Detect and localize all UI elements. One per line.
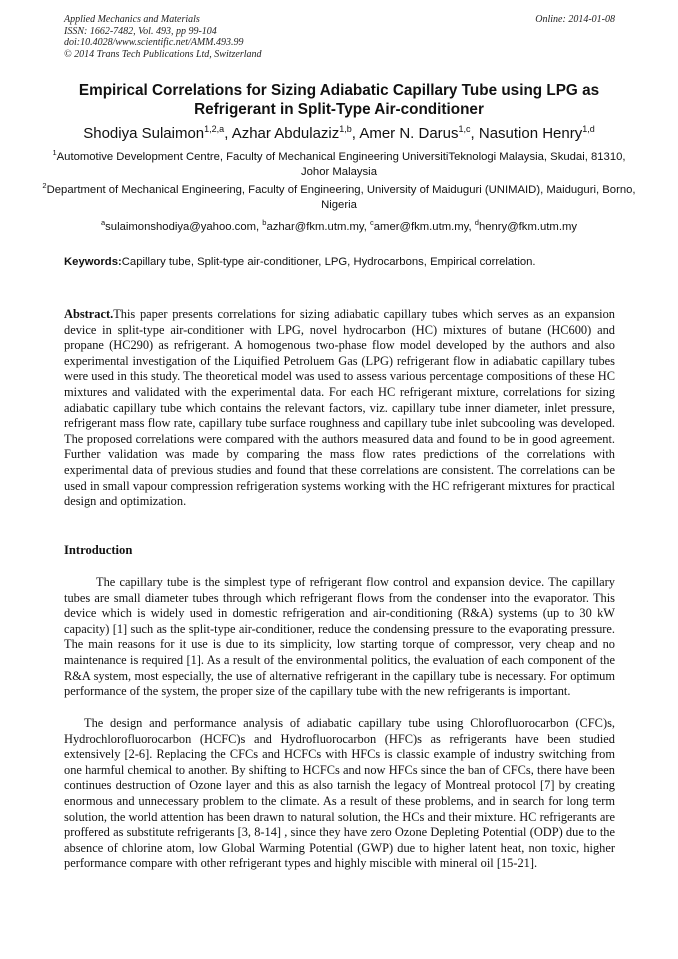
author-name: Shodiya Sulaimon (83, 125, 205, 142)
paper-title: Empirical Correlations for Sizing Adiabatic Capillary Tube using LPG as Refrigerant in Split-Type Air-conditioner (78, 82, 600, 118)
introduction-paragraph: The capillary tube is the simplest type of refrigerant flow control and expansion device. The capillary tubes are small diameter tubes through which refrigerant flows from the condenser into the evaporator. This device which is widely used in domestic refrigeration and air-conditioning (R&A) systems (up to 30 kW capacity) [1] such as the split-type air-conditioner, reduce the condensing pressure to the evaporating pressure. The main reasons for it use is due to its simplicity, low starting torque of compressor, very cheap and no maintenance is required [1]. As a result of the environmental politics, the evaluation of each component of the R&A system, most especially, the use of alternative refrigerant in the capillary tube is necessary. For optimum performance of the system, the proper size of the capillary tube with the new refrigerants is important. (64, 575, 615, 699)
journal-header (64, 14, 262, 60)
email-superscript: a (100, 218, 106, 228)
introduction-heading: Introduction (64, 543, 133, 557)
email-text: azhar@fkm.utm.my, (266, 221, 370, 233)
affiliation-text: Automotive Development Centre, Faculty of Mechanical Engineering UniversitiTeknologi Malaysia, Skudai, 81310, Johor Malaysia (56, 151, 626, 178)
affiliation (40, 150, 638, 180)
abstract-label: Abstract. (64, 307, 114, 321)
affiliation-text: Department of Mechanical Engineering, Faculty of Engineering, University of Maiduguri (UNIMAID), Maiduguri, Borno, Nigeria (46, 184, 636, 211)
keywords (64, 255, 624, 270)
author-superscript: 1,b (339, 124, 352, 134)
email-superscript: b (262, 218, 267, 228)
abstract (64, 307, 615, 510)
journal-issn: ISSN: 1662-7482, Vol. 493, pp 99-104 (64, 25, 217, 37)
email-text: henry@fkm.utm.my (478, 221, 578, 233)
affiliation-superscript: 2 (42, 181, 47, 191)
author-list: Shodiya Sulaimon$^{1,2,a}$, Azhar Abdulaziz$^{1,b}$, Amer N. Darus$^{1,c}$, Nasution Henry$^{1,d}$ (83, 124, 595, 142)
email-text: sulaimonshodiya@yahoo.com, (105, 221, 263, 233)
email-text: amer@fkm.utm.my, (373, 221, 475, 233)
email-superscript: c (370, 218, 374, 228)
author-name: Amer N. Darus (359, 125, 459, 142)
keywords-text: Capillary tube, Split-type air-conditioner, LPG, Hydrocarbons, Empirical correlation. (121, 256, 536, 268)
email-superscript: d (474, 218, 479, 228)
introduction-paragraph: The design and performance analysis of adiabatic capillary tube using Chlorofluorocarbon (CFC)s, Hydrochlorofluorocarbon (HCFC)s and Hydrofluorocarbon (HFC)s as refrigerants have been studied extensively [2-6]. Replacing the CFCs and HCFCs with HFCs is classic example of industry switching from one harmful chemical to another. By shifting to HCFCs and now HFCs since the ban of CFCs, there have been continues destruction of Ozone layer and this as also tarnish the legacy of Montreal protocol [7] by creating enormous and unnecessary problem to the climate. As a result of these problems, and in search for long term solution, the world attention has been drawn to natural solution, the HCs and their mixture. HC refrigerants are proffered as substitute refrigerants [3, 8-14] , since they have zero Ozone Depleting Potential (ODP) due to the absence of chlorine atom, low Global Warming Potential (GWP) due to higher latent heat, non toxic, higher performance compare with other refrigerant types and highly miscible with mineral oil [15-21]. (64, 716, 615, 871)
online-date: Online: 2014-01-08 (535, 14, 615, 25)
email-list (40, 220, 638, 235)
author-superscript: 1,2,a (204, 124, 225, 134)
author-name: Nasution Henry (478, 125, 583, 142)
keywords-label: Keywords: (64, 256, 122, 268)
abstract-text: This paper presents correlations for sizing adiabatic capillary tubes which serves as an expansion device in split-type air-conditioner with LPG, novel hydrocarbon (HC) mixtures of butane (HC600) and propane (HC290) as refrigerant. A homogenous two-phase flow model developed by the authors and also experimental investigation of the Liquified Petroluem Gas (LPG) refrigerant flow in adiabatic capillary tubes were used in this study. The theoretical model was used to assess various percentage compositions of these HC mixtures and validated with the experimental data. For each HC refrigerant mixture, correlations for sizing adiabatic capillary tube which contains the relevant factors, viz. capillary tube inner diameter, inlet pressure, refrigerant mass flow rate, capillary tube surface roughness and capillary tube inlet subcooling was developed. The proposed correlations were compared with the authors measured data and found to be in good agreement. Further validation was made by comparing the mass flow rates predictions of the correlations with experimental data of previous studies and found that these correlations are consistent. The correlations can be used in small vapour compression refrigeration systems working with the HC refrigerant mixtures for practical design and optimization. (64, 307, 615, 509)
author-superscript: 1,d (582, 124, 595, 134)
affiliation-superscript: 1 (52, 148, 57, 158)
journal-doi: doi:10.4028/www.scientific.net/AMM.493.99 (64, 37, 244, 48)
journal-copyright: © 2014 Trans Tech Publications Ltd, Switzerland (64, 48, 262, 60)
author-superscript: 1,c (458, 124, 471, 134)
journal-name: Applied Mechanics and Materials (64, 14, 200, 25)
affiliation (40, 183, 638, 213)
author-name: Azhar Abdulaziz (231, 125, 340, 142)
